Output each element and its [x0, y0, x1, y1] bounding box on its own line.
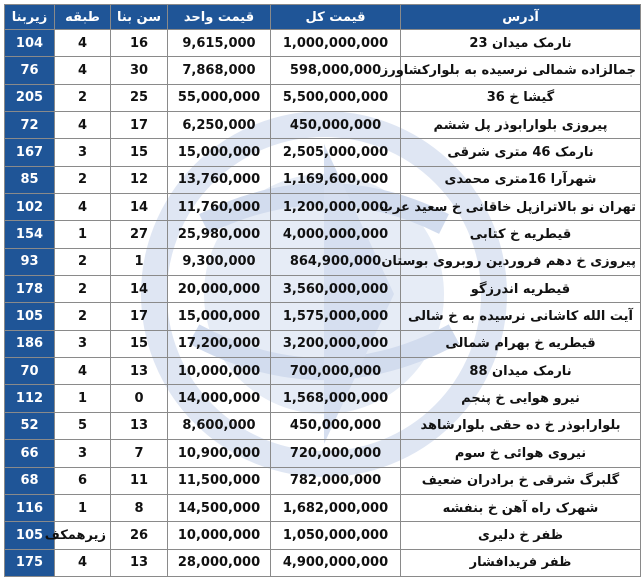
table-row	[5, 139, 641, 166]
cell-total-price: 864,900,000	[271, 248, 401, 275]
cell-unit-price: 20,000,000	[168, 276, 271, 303]
cell-address: نارمک میدان 23	[401, 30, 641, 57]
cell-total-price: 1,568,000,000	[271, 385, 401, 412]
cell-unit-price: 7,868,000	[168, 57, 271, 84]
cell-address: پیروزی خ دهم فروردین روبروی بوستان	[401, 248, 641, 275]
table-row	[5, 84, 641, 111]
cell-address: ظفر فریدافشار	[401, 549, 641, 576]
cell-unit-price: 14,000,000	[168, 385, 271, 412]
cell-building-age: 14	[111, 276, 168, 303]
price-table	[4, 4, 641, 577]
cell-total-price: 720,000,000	[271, 440, 401, 467]
cell-address: قیطریه خ کتابی	[401, 221, 641, 248]
cell-floor: 2	[55, 166, 111, 193]
cell-area: 186	[5, 330, 55, 357]
cell-unit-price: 9,300,000	[168, 248, 271, 275]
cell-area: 70	[5, 358, 55, 385]
cell-address: گلبرگ شرقی خ برادران ضعیف	[401, 467, 641, 494]
header-row	[5, 5, 641, 30]
cell-building-age: 17	[111, 303, 168, 330]
cell-area: 85	[5, 166, 55, 193]
cell-unit-price: 55,000,000	[168, 84, 271, 111]
cell-area: 154	[5, 221, 55, 248]
cell-address: پیروزی بلوارابوذر پل ششم	[401, 112, 641, 139]
cell-total-price: 5,500,000,000	[271, 84, 401, 111]
cell-unit-price: 15,000,000	[168, 303, 271, 330]
cell-area: 76	[5, 57, 55, 84]
header-unit-price: قیمت واحد	[168, 5, 271, 30]
cell-total-price: 2,505,000,000	[271, 139, 401, 166]
cell-floor: 3	[55, 139, 111, 166]
table-row	[5, 221, 641, 248]
cell-total-price: 1,682,000,000	[271, 494, 401, 521]
cell-area: 68	[5, 467, 55, 494]
cell-address: گیشا خ 36	[401, 84, 641, 111]
cell-address: شهرآرا 16متری محمدی	[401, 166, 641, 193]
cell-address: بلوارابوذر خ ده حقی بلوارشاهد	[401, 412, 641, 439]
header-address: آدرس	[401, 5, 641, 30]
cell-building-age: 13	[111, 412, 168, 439]
cell-total-price: 1,200,000,000	[271, 194, 401, 221]
cell-building-age: 16	[111, 30, 168, 57]
cell-address: ظفر خ دلیری	[401, 522, 641, 549]
cell-floor: زیرهمکف	[55, 522, 111, 549]
cell-floor: 4	[55, 358, 111, 385]
cell-address: تهران نو بالاترازپل خاقانی خ سعید عرب	[401, 194, 641, 221]
cell-unit-price: 28,000,000	[168, 549, 271, 576]
cell-address: نارمک میدان 88	[401, 358, 641, 385]
header-building-age: سن بنا	[111, 5, 168, 30]
cell-building-age: 13	[111, 358, 168, 385]
cell-unit-price: 25,980,000	[168, 221, 271, 248]
cell-total-price: 1,050,000,000	[271, 522, 401, 549]
cell-unit-price: 13,760,000	[168, 166, 271, 193]
table-row	[5, 385, 641, 412]
cell-total-price: 4,900,000,000	[271, 549, 401, 576]
table-row	[5, 494, 641, 521]
cell-floor: 4	[55, 57, 111, 84]
cell-building-age: 17	[111, 112, 168, 139]
cell-floor: 2	[55, 248, 111, 275]
cell-area: 175	[5, 549, 55, 576]
cell-address: جمالزاده شمالی نرسیده به بلوارکشاورز	[401, 57, 641, 84]
cell-area: 116	[5, 494, 55, 521]
header-floor: طبقه	[55, 5, 111, 30]
cell-unit-price: 10,000,000	[168, 522, 271, 549]
cell-building-age: 26	[111, 522, 168, 549]
cell-area: 105	[5, 522, 55, 549]
cell-unit-price: 17,200,000	[168, 330, 271, 357]
cell-address: نیروی هوائی خ سوم	[401, 440, 641, 467]
table-row	[5, 330, 641, 357]
header-area: زیربنا	[5, 5, 55, 30]
cell-area: 178	[5, 276, 55, 303]
table-row	[5, 248, 641, 275]
cell-building-age: 14	[111, 194, 168, 221]
cell-total-price: 4,000,000,000	[271, 221, 401, 248]
cell-floor: 1	[55, 494, 111, 521]
cell-total-price: 3,560,000,000	[271, 276, 401, 303]
cell-unit-price: 15,000,000	[168, 139, 271, 166]
cell-unit-price: 14,500,000	[168, 494, 271, 521]
cell-floor: 4	[55, 112, 111, 139]
cell-floor: 4	[55, 549, 111, 576]
cell-address: قیطریه خ بهرام شمالی	[401, 330, 641, 357]
cell-total-price: 1,575,000,000	[271, 303, 401, 330]
cell-floor: 2	[55, 303, 111, 330]
cell-total-price: 1,000,000,000	[271, 30, 401, 57]
cell-area: 52	[5, 412, 55, 439]
cell-area: 102	[5, 194, 55, 221]
cell-building-age: 7	[111, 440, 168, 467]
cell-address: نارمک 46 متری شرقی	[401, 139, 641, 166]
cell-area: 66	[5, 440, 55, 467]
cell-floor: 4	[55, 194, 111, 221]
cell-address: نیرو هوایی خ پنجم	[401, 385, 641, 412]
cell-building-age: 8	[111, 494, 168, 521]
cell-building-age: 30	[111, 57, 168, 84]
cell-area: 112	[5, 385, 55, 412]
cell-floor: 1	[55, 221, 111, 248]
cell-building-age: 13	[111, 549, 168, 576]
table-row	[5, 112, 641, 139]
cell-area: 105	[5, 303, 55, 330]
cell-unit-price: 10,900,000	[168, 440, 271, 467]
cell-area: 72	[5, 112, 55, 139]
cell-floor: 2	[55, 84, 111, 111]
cell-area: 93	[5, 248, 55, 275]
table-row	[5, 303, 641, 330]
cell-building-age: 11	[111, 467, 168, 494]
cell-unit-price: 11,760,000	[168, 194, 271, 221]
cell-total-price: 450,000,000	[271, 112, 401, 139]
table-row	[5, 166, 641, 193]
table-row	[5, 276, 641, 303]
table-row	[5, 358, 641, 385]
cell-unit-price: 8,600,000	[168, 412, 271, 439]
cell-floor: 4	[55, 30, 111, 57]
cell-building-age: 12	[111, 166, 168, 193]
cell-area: 104	[5, 30, 55, 57]
cell-floor: 6	[55, 467, 111, 494]
cell-unit-price: 10,000,000	[168, 358, 271, 385]
table-row	[5, 30, 641, 57]
table-row	[5, 522, 641, 549]
cell-building-age: 27	[111, 221, 168, 248]
cell-total-price: 700,000,000	[271, 358, 401, 385]
cell-area: 167	[5, 139, 55, 166]
table-row	[5, 549, 641, 576]
cell-address: شهرک راه آهن خ بنفشه	[401, 494, 641, 521]
cell-total-price: 450,000,000	[271, 412, 401, 439]
cell-unit-price: 6,250,000	[168, 112, 271, 139]
table-row	[5, 467, 641, 494]
cell-total-price: 3,200,000,000	[271, 330, 401, 357]
cell-floor: 3	[55, 330, 111, 357]
cell-building-age: 0	[111, 385, 168, 412]
table-body	[5, 30, 641, 577]
table-row	[5, 440, 641, 467]
cell-total-price: 598,000,000	[271, 57, 401, 84]
price-table-frame	[4, 4, 640, 577]
cell-floor: 3	[55, 440, 111, 467]
cell-building-age: 15	[111, 139, 168, 166]
table-row	[5, 412, 641, 439]
table-row	[5, 57, 641, 84]
cell-unit-price: 11,500,000	[168, 467, 271, 494]
cell-unit-price: 9,615,000	[168, 30, 271, 57]
cell-floor: 5	[55, 412, 111, 439]
cell-total-price: 782,000,000	[271, 467, 401, 494]
cell-floor: 2	[55, 276, 111, 303]
cell-address: قیطریه اندرزگو	[401, 276, 641, 303]
cell-floor: 1	[55, 385, 111, 412]
cell-building-age: 1	[111, 248, 168, 275]
cell-building-age: 15	[111, 330, 168, 357]
cell-building-age: 25	[111, 84, 168, 111]
cell-total-price: 1,169,600,000	[271, 166, 401, 193]
table-row	[5, 194, 641, 221]
cell-area: 205	[5, 84, 55, 111]
cell-address: آیت الله کاشانی نرسیده به خ شالی	[401, 303, 641, 330]
header-total-price: قیمت کل	[271, 5, 401, 30]
